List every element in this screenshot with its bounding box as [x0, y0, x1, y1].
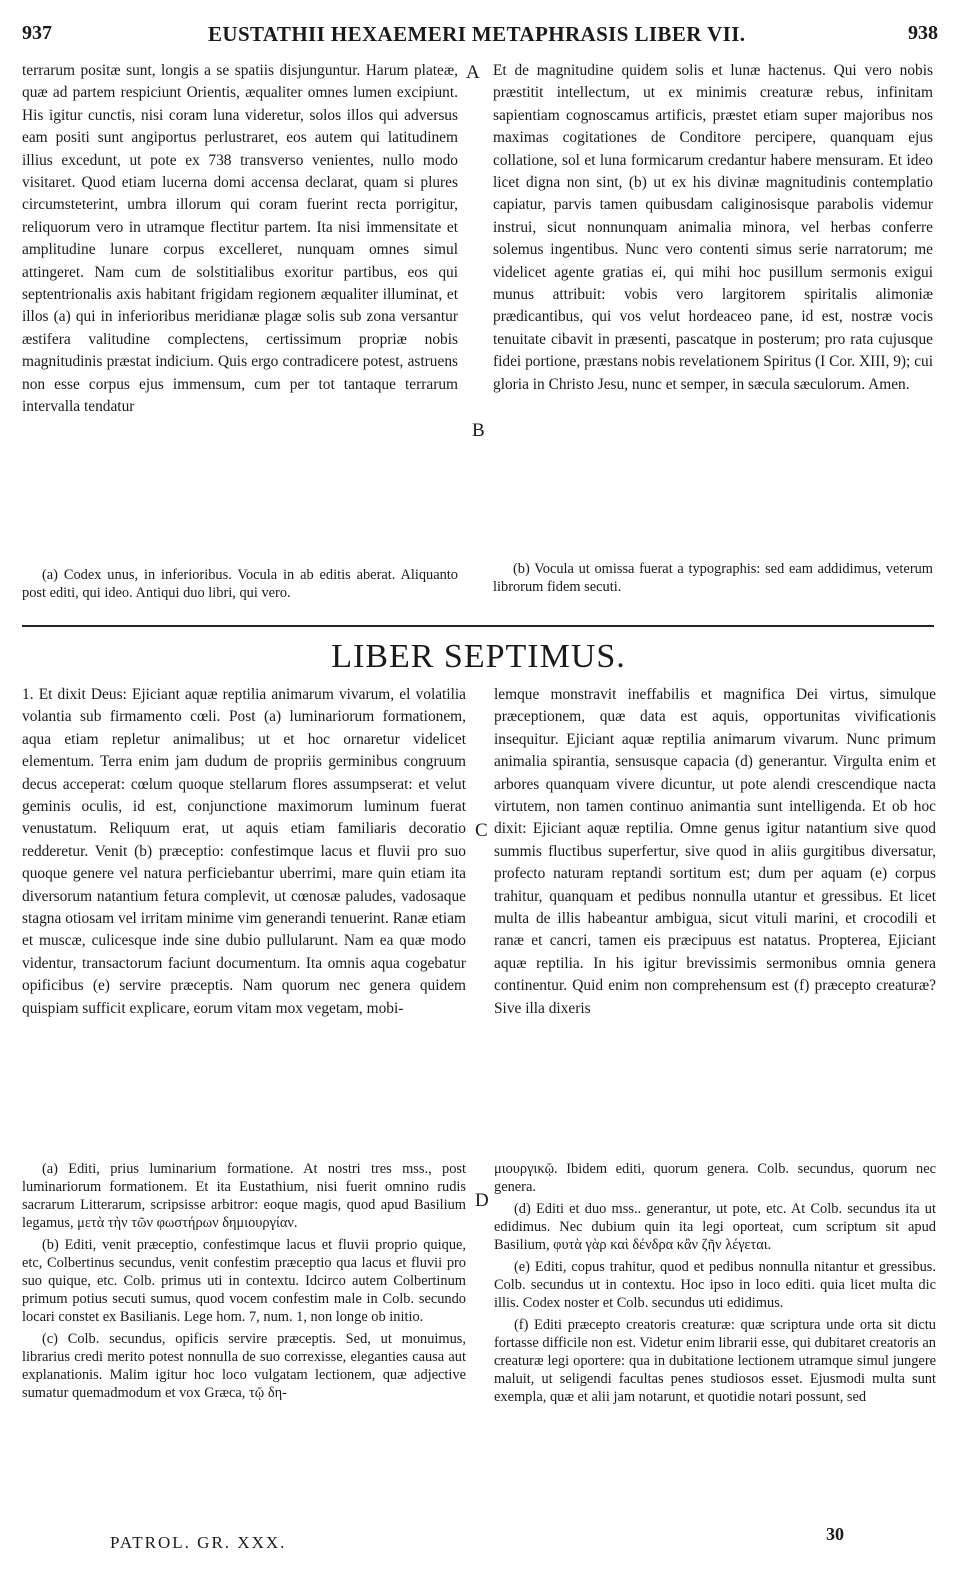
top-left-text: terrarum positæ sunt, longis a se spatiis disjunguntur. Harum plateæ, quæ ad partem respiciunt Orientis, æqualiter omnes lumen excipiunt. His igitur cunctis, nisi coram luna videretur, solos illos qui adversus eam positi sunt angiportus perlustraret, eos autem qui latitudinem illius excedunt, ut pote ex 738 transverso venientes, nullo modo visitaret. Quod etiam lucerna domi accensa declarat, quam si plures circumsteterint, umbra illorum qui coram fuerint recta porrigitur, reliquorum vero in utramque flectitur partem. Ita nisi immensitate et amplitudine lunare corpus excelleret, nunquam omnes simul attingeret. Nam cum de solstitialibus exoritur partibus, eos qui septentrionalis axis habitant frigidam regionem æqualiter illuminat, et illos (a) qui in inferioribus meridianæ plagæ solis sub zona versantur æstifera valitudine complectens, certissimum propriæ nobis magnitudinis præstat indicium. Quis ergo contradicere potest, astruens non esse corpus ejus immensum, cum per tot tantaque terrarum intervalla tendatur: [22, 62, 458, 416]
footnote-a: (a) Editi, prius luminarium formatione. At nostri tres mss., post luminariorum formationem. Et ita Eustathium, nisi fuerit omnino rudis sacrarum Litterarum, scripsisse arbitror: eoque magis, quod apud Basilium legamus, μετὰ τὴν τῶν φωστήρων δημιουργίαν.: [22, 1161, 466, 1231]
top-right-text: Et de magnitudine quidem solis et lunæ hactenus. Qui vero nobis præstitit intellectum, ut ex minimis creaturæ rebus, infinitam sapientiam cognoscamus artificis, præstet etiam super majoribus nos maximas cogitationes de Conditore percipere, quanquam ejus collatione, sol et luna formicarum credantur habere mensuram. Et ideo licet digna non sint, (b) ut ex his divinæ magnitudinis contemplatio capiatur, parvis tamen quibusdam caliginosisque parabolis videmur instrui, sicut nonnunquam animalia minora, vel herbas conferre solemus ingentibus. Nunc vero contenti simus serie narratorum; me videlicet agente gratias ei, qui mihi hoc pusillum sermonis exigui munus attribuit: vobis vero largitorem spiritalis alimoniæ prædicantibus, qui vos velut hordeaceo pane, id est, nostræ vocis tenuitate cibavit in præsenti, pascatque in posterum; pro rata cujusque fidei portione, præstans nobis revelationem Spiritus (I Cor. XIII, 9); cui gloria in Christo Jesu, nunc et semper, in sæcula sæculorum. Amen.: [493, 62, 933, 393]
footnote-d: (d) Editi et duo mss.. generantur, ut pote, etc. At Colb. secundus ita ut edidimus. Nec dubium quin ita legi oporteat, cum scriptum sit apud Basilium, φυτὰ γὰρ καὶ δένδρα κἂν ζῆν λέγεται.: [494, 1201, 936, 1253]
footnote-e: (e) Editi, copus trahitur, quod et pedibus nonnulla nitantur et gressibus. Colb. secundus ut in contextu. Hoc ipso in loco editi. quia licet multa dic illis. Codex noster et Colb. secundus uti edidimus.: [494, 1259, 936, 1311]
section-divider: [22, 625, 934, 627]
running-title: EUSTATHII HEXAEMERI METAPHRASIS LIBER VII.: [208, 22, 746, 46]
bottom-right-text: lemque monstravit ineffabilis et magnifica Dei virtus, simulque præceptionem, quæ data est aquis, opportunitas vivificationis insequitur. Ejiciant aquæ reptilia animarum vivarum. Nunc primum animalia spirantia, sensusque capacia (d) generantur. Virgulta enim et arbores quanquam vivere dicuntur, ut pote alendi crescendique nacta virtutem, non tamen continuo animantia sunt intelligenda. Et ob hoc dixit: Ejiciant aquæ reptilia. Omne genus igitur natantium sive quod summis fluctibus superfertur, sive quod in aliis gurgitibus diversatur, profecto naturam reptandi sortitum est; dum per aquam (e) corpus trahitur, quanquam et pedibus nonnulla utantur et gressibus. Et licet multa de illis habeantur ambigua, sicut vituli marini, et crocodili et ranæ et cancri, tamen eis præcipuus est natatus. Propterea, Ejiciant aquæ reptilia. In his igitur brevissimis sermonibus omnia genera continentur. Quid enim non comprehensum est (f) præcepto creaturæ? Sive illa dixeris: [494, 686, 936, 1017]
bottom-left-text: 1. Et dixit Deus: Ejiciant aquæ reptilia animarum vivarum, el volatilia volantia sub firmamento cœli. Post (a) luminariorum formationem, aqua etiam repletur animalibus; ut et hoc ornaretur videlicet elementum. Terra enim jam dudum de propriis germinibus congruum decus acceperat: cœlum quoque stellarum flores assumpserat: et velut geminis oculis, id est, conjunctione maximorum luminum fuerat venustatum. Reliquum erat, ut aquis etiam familiaris decoratio redderetur. Venit (b) præceptio: confestimque lacus et fluvii pro suo quoque genere vel natura perficiebantur uberrimi, mare quin etiam ita diversorum natantium fetura complevit, ut cœnosæ paludes, vadosaque stagna otiosam vel irritam minime vim generandi tenuerint. Ranæ etiam et muscæ, culicesque inde sine dubio pullularunt. Nam ea quæ modo videntur, transactorum faciunt documentum. Ita omnis aqua cogebatur opificibus (e) servire præceptis. Nam quorum nec genera quidem quispiam sufficit explicare, eorum vitam mox vegetam, mobi-: [22, 686, 466, 1017]
footnote-continuation: μιουργικῷ. Ibidem editi, quorum genera. Colb. secundus, quorum nec genera.: [494, 1161, 936, 1195]
margin-marker-a: A: [466, 62, 480, 83]
margin-marker-b: B: [472, 420, 485, 441]
page-number-right: 938: [908, 22, 938, 44]
page-number-left: 937: [22, 22, 52, 44]
bottom-right-footnotes: [494, 1160, 936, 1490]
bottom-right-column: [494, 684, 936, 1156]
footnote-b: (b) Editi, venit præceptio, confestimque lacus et fluvii proprio quique, etc, Colbertinus secundus, venit confestim præceptio qua lacus et fluvii pro suo quique, etc. Colb. primus uti in contextu. Idcirco autem Colbertinum primum potius secuti sumus, quod vocem confestim male in Colb. secundo locari constet ex Basilianis. Lege hom. 7, num. 1, non longe ob initio.: [22, 1237, 466, 1325]
top-left-footnote: [22, 566, 458, 626]
printer-signature: PATROL. GR. XXX.: [110, 1533, 287, 1552]
bottom-left-column: [22, 684, 466, 1156]
margin-marker-d: D: [475, 1190, 489, 1211]
top-right-column: [493, 60, 933, 556]
margin-marker-c: C: [475, 820, 488, 841]
footnote-f: (f) Editi præcepto creatoris creaturæ: quæ scriptura unde orta sit dictu fortasse difficile non est. Videtur enim librarii esse, qui dubitaret creatoris an creaturæ legi oportere: qua in dubitatione lectionem utramque simul jungere maluit, ut seligendi facultas penes studiosos esset. Ejusmodi multa sunt exempla, quæ et alii jam notarunt, et quotidie notari possunt, sed: [494, 1317, 936, 1405]
bottom-left-footnotes: [22, 1160, 466, 1490]
page-header: [18, 10, 938, 44]
footnote-b-top: (b) Vocula ut omissa fuerat a typographis: sed eam addidimus, veterum librorum fidem secuti.: [493, 561, 933, 595]
footnote-a-top: (a) Codex unus, in inferioribus. Vocula in ab editis aberat. Aliquanto post editi, qui ideo. Antiqui duo libri, qui vero.: [22, 567, 458, 601]
sheet-number: 30: [826, 1524, 844, 1544]
footnote-c: (c) Colb. secundus, opificis servire præceptis. Sed, ut monuimus, librarius credi merito potest nonnulla de suo correxisse, eleganties causa aut explanationis. Malim igitur hoc loco vulgatam lectionem, quæ adjective sumatur quemadmodum et vox Græca, τῷ δη-: [22, 1331, 466, 1401]
top-left-column: [22, 60, 458, 560]
section-title: LIBER SEPTIMUS.: [331, 638, 626, 675]
top-right-footnote: [493, 560, 933, 614]
